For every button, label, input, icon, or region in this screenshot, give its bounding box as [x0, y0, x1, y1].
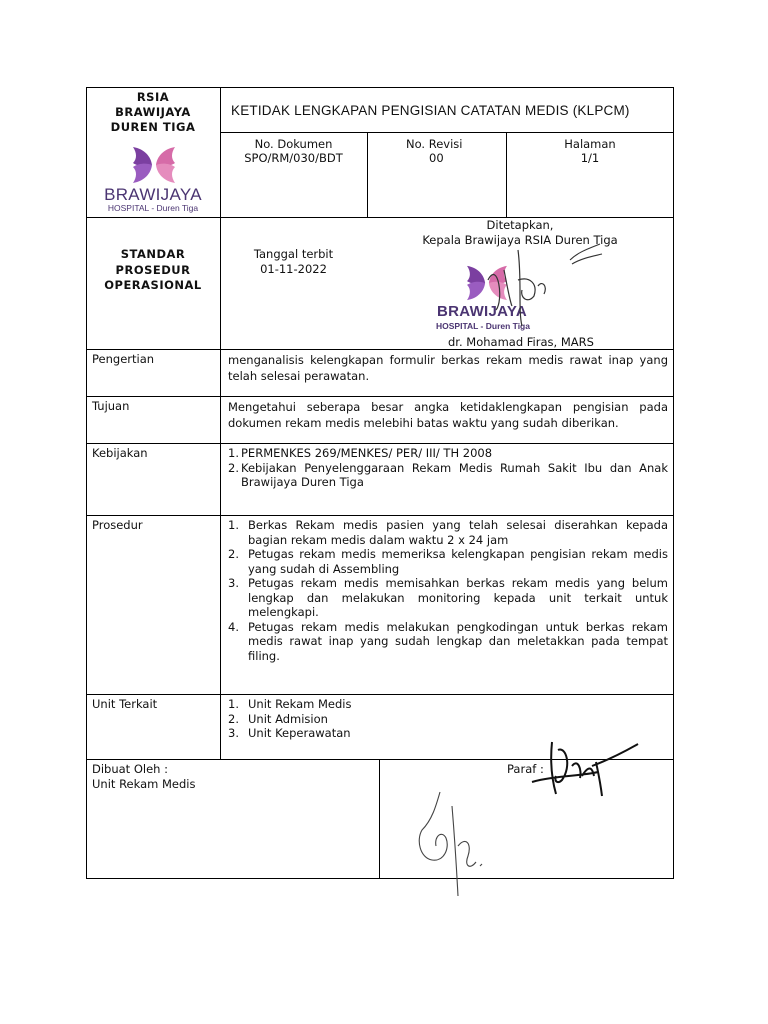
- org-name: [86, 90, 220, 135]
- spo-line-1: STANDAR: [120, 247, 186, 261]
- list-number: 3.: [228, 726, 239, 740]
- stamp-name: BRAWIJAYA: [437, 303, 527, 320]
- doctor-name: dr. Mohamad Firas, MARS: [448, 335, 594, 349]
- list-number: 1.: [228, 446, 239, 460]
- grid-line: [86, 443, 674, 444]
- spo-line-3: OPERASIONAL: [104, 278, 202, 292]
- pengertian-label: Pengertian: [92, 352, 155, 366]
- director-signature-icon: [478, 240, 608, 330]
- no-revisi-label: No. Revisi: [406, 137, 463, 151]
- list-number: 2.: [228, 547, 239, 561]
- list-number: 1.: [228, 518, 239, 532]
- list-item: [228, 712, 668, 727]
- grid-line: [86, 694, 674, 695]
- grid-line: [86, 515, 674, 516]
- list-text: Unit Admision: [248, 711, 328, 726]
- list-text: PERMENKES 269/MENKES/ PER/ III/ TH 2008: [241, 446, 493, 460]
- list-text: Petugas rekam medis melakukan pengkodingan untuk berkas rekam medis rawat inap yang sudah lengkap dan meletakkan pada tempat filing.: [248, 619, 668, 663]
- list-number: 3.: [228, 576, 239, 590]
- kepala-title: Kepala Brawijaya RSIA Duren Tiga: [422, 233, 618, 247]
- list-text: Unit Keperawatan: [248, 726, 351, 740]
- list-item: [228, 547, 668, 576]
- tujuan-text: Mengetahui seberapa besar angka ketidaklengkapan pengisian pada dokumen rekam medis melebihi batas waktu yang sudah diberikan.: [228, 400, 668, 430]
- list-item: [228, 697, 668, 712]
- prosedur-label: Prosedur: [92, 518, 143, 532]
- grid-line: [220, 132, 674, 133]
- list-number: 2.: [228, 460, 239, 475]
- grid-line: [379, 759, 380, 879]
- list-item: [228, 461, 668, 490]
- prosedur-list: [228, 518, 668, 663]
- list-number: 1.: [228, 697, 239, 711]
- org-line-1: RSIA: [136, 90, 170, 104]
- list-item: [228, 446, 668, 461]
- tanggal-terbit-value: 01-11-2022: [260, 262, 327, 276]
- tanggal-terbit-label: Tanggal terbit: [253, 247, 334, 261]
- grid-line: [220, 87, 221, 759]
- dibuat-oleh-label: Dibuat Oleh :: [92, 762, 168, 776]
- no-dokumen-label: No. Dokumen: [254, 137, 333, 151]
- kebijakan-label: Kebijakan: [92, 446, 148, 460]
- brawijaya-logo-icon: [131, 145, 177, 185]
- pengertian-text: menganalisis kelengkapan formulir berkas rekam medis rawat inap yang telah selesai perawatan.: [228, 353, 668, 383]
- list-item: [228, 518, 668, 547]
- list-text: Petugas rekam medis memisahkan berkas rekam medis yang belum lengkap dan melakukan monitoring kepada unit terkait untuk melengkapi.: [248, 576, 668, 619]
- paraf-signature-icon: [522, 736, 642, 800]
- org-line-2: BRAWIJAYA: [115, 105, 191, 119]
- halaman-value: 1/1: [580, 151, 600, 165]
- list-text: Petugas rekam medis memeriksa kelengkapan pengisian rekam medis yang sudah di Assembling: [248, 547, 668, 576]
- unit-terkait-label: Unit Terkait: [92, 697, 158, 711]
- grid-line: [86, 396, 674, 397]
- document-title: KETIDAK LENGKAPAN PENGISIAN CATATAN MEDIS (KLPCM): [231, 103, 630, 118]
- spo-line-2: PROSEDUR: [115, 262, 191, 277]
- dibuat-oleh-value: Unit Rekam Medis: [92, 777, 196, 791]
- list-number: 4.: [228, 619, 239, 634]
- unit-terkait-list: [228, 697, 668, 741]
- grid-line: [367, 132, 368, 217]
- list-item: [228, 576, 668, 620]
- list-number: 2.: [228, 711, 239, 726]
- no-dokumen-value: SPO/RM/030/BDT: [244, 151, 343, 165]
- ditetapkan-label: Ditetapkan,: [486, 218, 554, 232]
- no-revisi-value: 00: [429, 151, 444, 165]
- list-text: Unit Rekam Medis: [248, 697, 352, 711]
- paraf-label: Paraf :: [507, 762, 544, 776]
- list-item: [228, 620, 668, 664]
- list-text: Berkas Rekam medis pasien yang telah selesai diserahkan kepada bagian rekam medis dalam waktu 2 x 24 jam: [248, 518, 668, 547]
- org-line-3: DUREN TIGA: [110, 120, 196, 134]
- logo-subtitle: HOSPITAL - Duren Tiga: [107, 203, 199, 213]
- creator-signature-icon: [410, 786, 500, 902]
- kebijakan-list: [228, 446, 668, 490]
- list-text: Kebijakan Penyelenggaraan Rekam Medis Rumah Sakit Ibu dan Anak Brawijaya Duren Tiga: [241, 460, 668, 489]
- spo-label: [86, 247, 220, 294]
- halaman-label: Halaman: [564, 137, 616, 151]
- grid-line: [506, 132, 507, 217]
- tujuan-label: Tujuan: [92, 399, 130, 413]
- logo-name: BRAWIJAYA: [104, 185, 202, 204]
- stamp-subtitle: HOSPITAL - Duren Tiga: [436, 321, 530, 331]
